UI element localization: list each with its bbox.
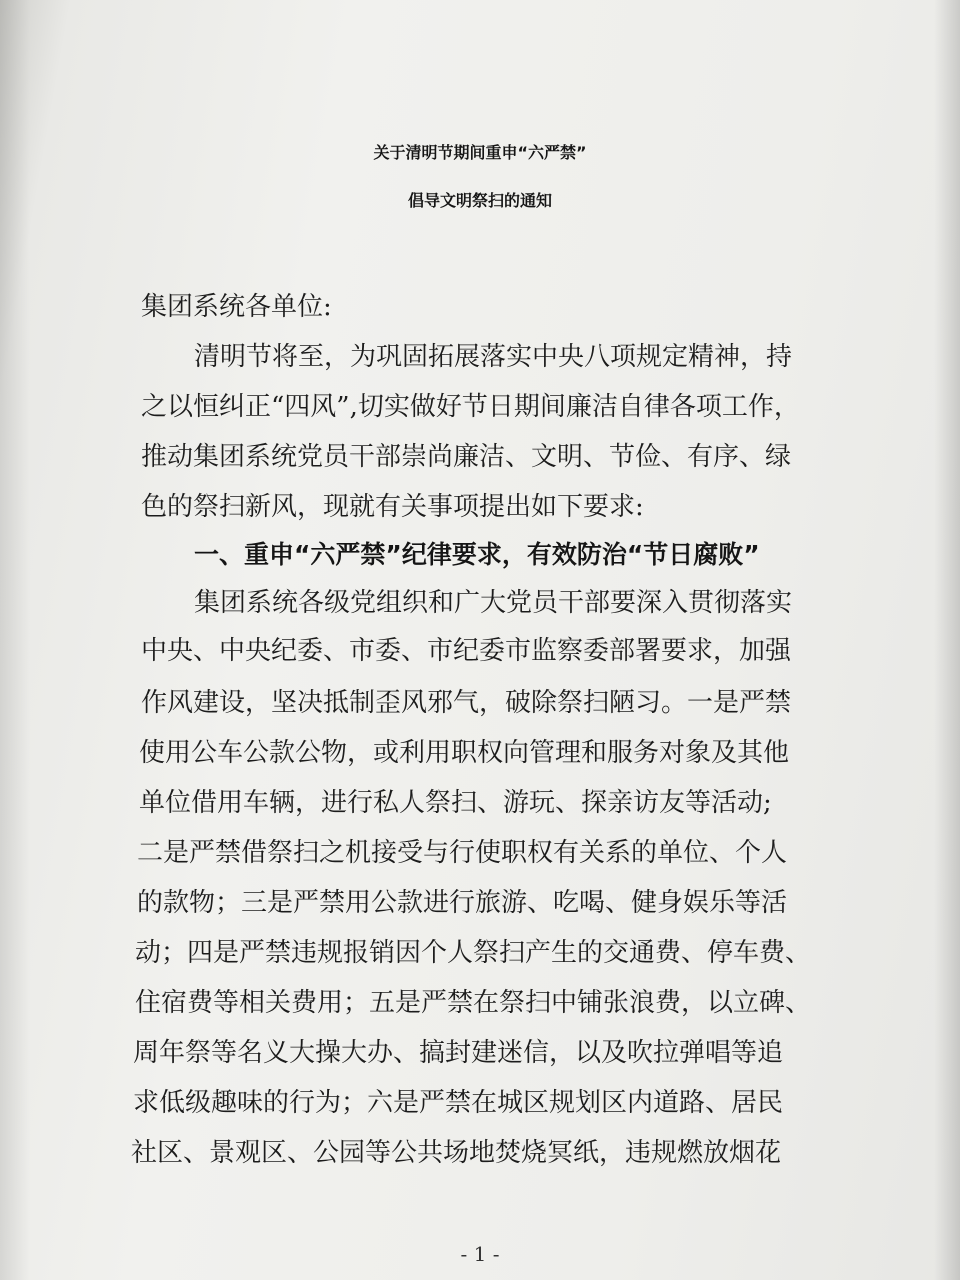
intro-line: 推动集团系统党员干部崇尚廉洁、文明、节俭、有序、绿 [141, 442, 792, 472]
body-line: 社区、景观区、公园等公共场地焚烧冥纸，违规燃放烟花 [131, 1138, 782, 1168]
body-line: 单位借用车辆，进行私人祭扫、游玩、探亲访友等活动; [139, 788, 772, 818]
page-number: - 1 - [460, 1242, 500, 1266]
body-line: 中央、中央纪委、市委、市纪委市监察委部署要求，加强 [141, 636, 792, 666]
body-line: 二是严禁借祭扫之机接受与行使职权有关系的单位、个人 [137, 838, 788, 868]
body-line: 求低级趣味的行为；六是严禁在城区规划区内道路、居民 [133, 1088, 784, 1118]
body-line: 动；四是严禁违规报销因个人祭扫产生的交通费、停车费、 [135, 938, 812, 968]
title-line-1: 关于清明节期间重申“六严禁” [373, 143, 587, 162]
intro-line: 色的祭扫新风，现就有关事项提出如下要求: [141, 492, 644, 522]
body-line: 的款物；三是严禁用公款进行旅游、吃喝、健身娱乐等活 [137, 888, 788, 918]
title-line-2: 倡导文明祭扫的通知 [407, 191, 552, 210]
body-line: 使用公车公款公物，或利用职权向管理和服务对象及其他 [139, 738, 790, 768]
section-heading: 一、重申“六严禁”纪律要求，有效防治“节日腐败” [194, 540, 760, 569]
body-line: 住宿费等相关费用；五是严禁在祭扫中铺张浪费，以立碑、 [135, 988, 812, 1018]
intro-line: 清明节将至，为巩固拓展落实中央八项规定精神，持 [194, 342, 793, 372]
intro-line: 之以恒纠正“四风”,切实做好节日期间廉洁自律各项工作， [141, 392, 800, 422]
body-line: 周年祭等名义大操大办、搞封建迷信，以及吹拉弹唱等追 [133, 1038, 784, 1068]
body-line: 作风建设，坚决抵制歪风邪气，破除祭扫陋习。一是严禁 [141, 688, 792, 718]
salutation: 集团系统各单位: [141, 292, 332, 322]
body-line: 集团系统各级党组织和广大党员干部要深入贯彻落实 [194, 588, 793, 618]
